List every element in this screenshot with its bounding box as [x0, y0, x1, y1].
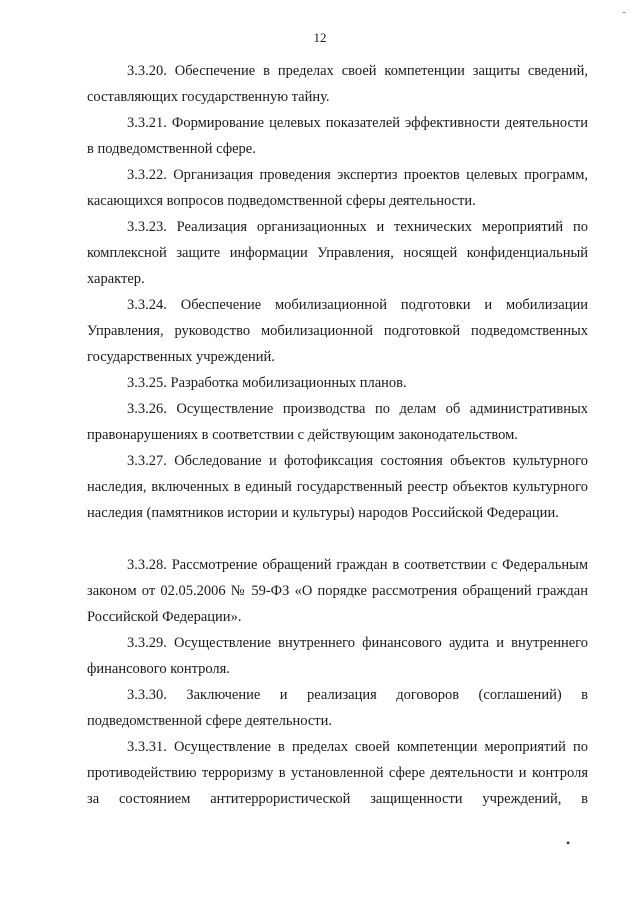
paragraph-3-3-23: 3.3.23. Реализация организационных и технических мероприятий по комплексной защите информации Управления, носящей конфиденциальный характер. [87, 219, 588, 287]
paragraph-3-3-21: 3.3.21. Формирование целевых показателей эффективности деятельности в подведомственной сфере. [87, 115, 588, 157]
paragraph-3-3-27: 3.3.27. Обследование и фотофиксация состояния объектов культурного наследия, включенных в единый государственный реестр объектов культурного наследия (памятников истории и культуры) народов Российской Федерации. [87, 453, 588, 521]
bottom-mark: • [566, 836, 571, 850]
paragraph-3-3-30: 3.3.30. Заключение и реализация договоров (соглашений) в подведомственной сфере деятельности. [87, 687, 588, 729]
paragraph-3-3-29: 3.3.29. Осуществление внутреннего финансового аудита и внутреннего финансового контроля. [87, 635, 588, 677]
paragraph-3-3-31: 3.3.31. Осуществление в пределах своей компетенции мероприятий по противодействию терроризму в установленной сфере деятельности и контроля за состоянием антитеррористической защищенности учреждений, в [87, 739, 588, 807]
page-number: 12 [313, 30, 327, 45]
paragraph-3-3-25: 3.3.25. Разработка мобилизационных планов. [127, 375, 407, 391]
paragraph-3-3-28: 3.3.28. Рассмотрение обращений граждан в соответствии с Федеральным законом от 02.05.2006 № 59-ФЗ «О порядке рассмотрения обращений граждан Российской Федерации». [87, 557, 588, 625]
paragraph-3-3-20: 3.3.20. Обеспечение в пределах своей компетенции защиты сведений, составляющих государственную тайну. [87, 63, 588, 105]
corner-mark: - [622, 6, 626, 18]
paragraph-3-3-24: 3.3.24. Обеспечение мобилизационной подготовки и мобилизации Управления, руководство мобилизационной подготовкой подведомственных государственных учреждений. [87, 297, 588, 365]
paragraph-3-3-22: 3.3.22. Организация проведения экспертиз проектов целевых программ, касающихся вопросов подведомственной сферы деятельности. [87, 167, 588, 209]
paragraph-3-3-26: 3.3.26. Осуществление производства по делам об административных правонарушениях в соответствии с действующим законодательством. [87, 401, 588, 443]
